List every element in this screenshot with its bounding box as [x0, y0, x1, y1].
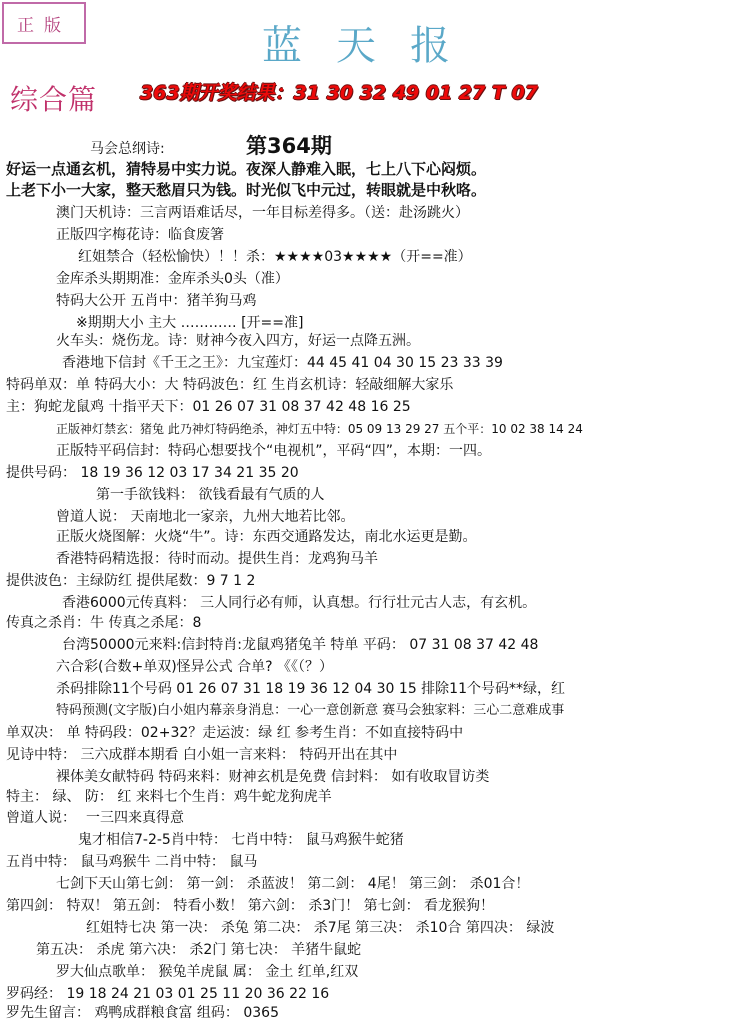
text-line: 杀码排除11个号码 01 26 07 31 18 19 36 12 04 30 15 排除11个号码**绿，红	[56, 681, 565, 697]
text-line: 红姐禁合（轻松愉快）！！杀：★★★★03★★★★（开==准）	[78, 249, 472, 265]
newspaper-title: 蓝天报	[262, 23, 484, 69]
text-line: 特码单双：单 特码大小：大 特码波色：红 生肖玄机诗：轻敲细解大家乐	[6, 377, 454, 393]
text-line: 香港6000元传真料： 三人同行必有师，认真想。行行壮元古人志，有玄机。	[62, 595, 537, 611]
text-line: 好运一点通玄机，猜特易中实力说。夜深人静难入眠，七上八下心闷烦。	[6, 160, 487, 178]
text-line: ※期期大小 主大 ………… [开==准]	[76, 315, 304, 331]
text-line: 提供波色：主绿防红 提供尾数：9 7 1 2	[6, 573, 256, 589]
text-line: 见诗中特： 三六成群本期看 白小姐一言来料： 特码开出在其中	[6, 747, 398, 763]
text-line: 澳门天机诗：三言两语难话尽，一年目标差得多。（送：赴汤跳火）	[56, 205, 469, 221]
text-line: 第一手欲钱料： 欲钱看最有气质的人	[96, 487, 325, 503]
text-line: 提供号码： 18 19 36 12 03 17 34 21 35 20	[6, 465, 299, 481]
text-line: 香港地下信封《千王之王》：九宝莲灯：44 45 41 04 30 15 23 33 39	[62, 355, 503, 371]
text-line: 台湾50000元来料:信封特肖:龙鼠鸡猪兔羊 特单 平码： 07 31 08 37 42 48	[62, 637, 539, 653]
text-line: 火车头：烧伤龙。诗：财神今夜入四方，好运一点降五洲。	[56, 333, 420, 349]
text-line: 主：狗蛇龙鼠鸡 十指平天下：01 26 07 31 08 37 42 48 16 25	[6, 399, 411, 415]
text-line: 鬼才相信7-2-5肖中特： 七肖中特： 鼠马鸡猴牛蛇猪	[78, 832, 404, 848]
text-line: 香港特码精选报：待时而动。提供生肖：龙鸡狗马羊	[56, 551, 378, 567]
text-line: 罗大仙点歌单： 猴兔羊虎鼠 属： 金土 红单,红双	[56, 964, 359, 980]
text-line: 罗码经： 19 18 24 21 03 01 25 11 20 36 22 16	[6, 986, 330, 1002]
text-line: 曾道人说： 天南地北一家亲，九州大地若比邻。	[56, 509, 355, 525]
text-line: 第五决： 杀虎 第六决： 杀2门 第七决： 羊猪牛鼠蛇	[36, 942, 362, 958]
text-line: 红姐特七决 第一决： 杀兔 第二决： 杀7尾 第三决： 杀10合 第四决： 绿波	[86, 920, 555, 936]
text-line: 七剑下天山第七剑： 第一剑： 杀蓝波！ 第二剑： 4尾！ 第三剑： 杀01合！	[56, 876, 530, 892]
text-line: 罗先生留言： 鸡鸭成群粮食富 组码： 0365	[6, 1005, 279, 1021]
text-line: 特码大公开 五肖中：猪羊狗马鸡	[56, 293, 257, 309]
text-line: 特码预测(文字版)白小姐内幕亲身消息：一心一意创新意 赛马会独家料：三心二意难成事	[56, 703, 565, 718]
text-line: 五肖中特： 鼠马鸡猴牛 二肖中特： 鼠马	[6, 854, 258, 870]
text-line: 单双决： 单 特码段：02+32？走运波：绿 红 参考生肖：不如直接特码中	[6, 725, 464, 741]
text-line: 六合彩(合数+单双)怪异公式 合单? 《《（？）	[56, 659, 333, 675]
previous-draw-result: 363期开奖结果：31 30 32 49 01 27 T 07	[140, 82, 539, 104]
authentic-badge: 正版	[2, 2, 86, 44]
text-line: 金库杀头期期准：金库杀头0头（准）	[56, 271, 289, 287]
text-line: 第四剑： 特双！ 第五剑： 特看小数！ 第六剑： 杀3门！ 第七剑： 看龙猴狗！	[6, 898, 495, 914]
text-line: 裸体美女献特码 特码来料：财神玄机是免费 信封料： 如有收取冒访类	[56, 769, 490, 785]
text-line: 正版四字梅花诗：临食废箸	[56, 227, 224, 243]
text-line: 曾道人说：	[6, 810, 76, 826]
text-line: 正版特平码信封：特码心想要找个“电视机”，平码“四”，本期：一四。	[56, 443, 492, 459]
text-line: 正版神灯禁玄：猪兔 此乃神灯特码绝杀，神灯五中特：05 09 13 29 27 五个平：10 02 38 14 24	[56, 422, 583, 436]
section-title: 综合篇	[10, 83, 98, 116]
text-line: 上老下小一大家，整天愁眉只为钱。时光似飞中元过，转眼就是中秋咯。	[6, 181, 487, 199]
text-line: 一三四来真得意	[86, 810, 184, 826]
issue-number: 第364期	[246, 134, 332, 158]
text-line: 马会总纲诗:	[90, 141, 165, 157]
text-line: 正版火烧图解：火烧“牛”。诗：东西交通路发达，南北水运更是勤。	[56, 529, 477, 545]
text-line: 特主： 绿、 防： 红 来料七个生肖：鸡牛蛇龙狗虎羊	[6, 789, 332, 805]
text-line: 传真之杀肖：牛 传真之杀尾：8	[6, 615, 202, 631]
